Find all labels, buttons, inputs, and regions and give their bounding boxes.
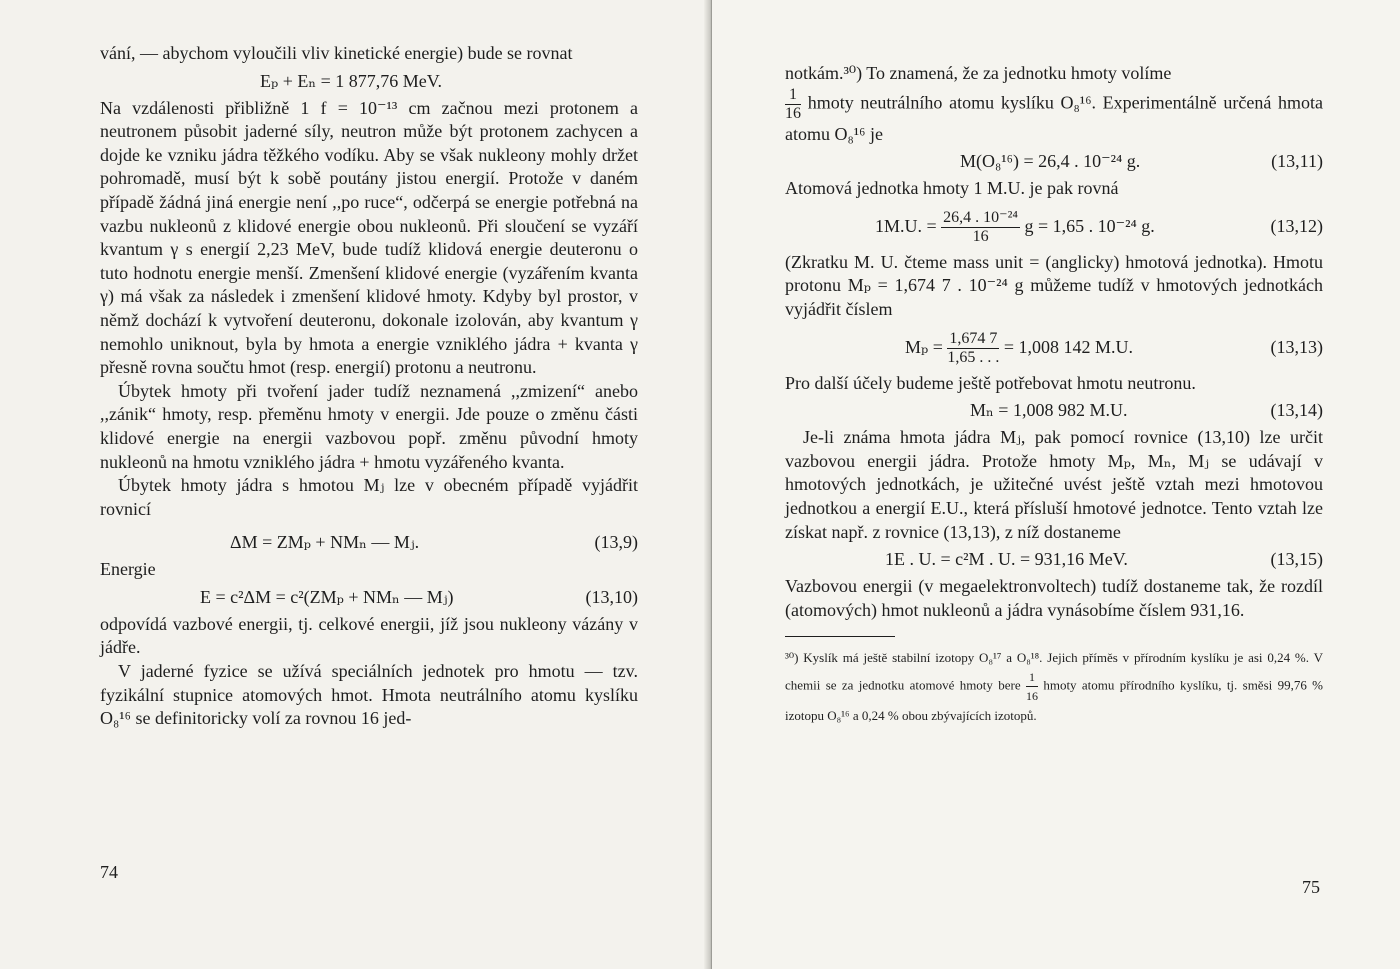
page-number-right: 75 [1302, 877, 1320, 897]
fraction [941, 209, 1020, 246]
left-page-text [100, 42, 638, 731]
fraction-1-16 [785, 86, 801, 123]
page-number-left: 74 [100, 862, 118, 882]
fraction-numerator: 1,674 7 [949, 329, 998, 347]
right-para-5: Je-li známa hmota jádra Mⱼ, pak pomocí rovnice (13,10) lze určit vazbovou energii jádra. Protože hmoty Mₚ, Mₙ, Mⱼ se udávají v hmotových jednotkách, je užitečné uvést ještě vztah mezi hmotovou jednotkou a energií E.U., která přísluší hmotové jednotce. Tento vztah lze získat např. z rovnice (13,13), z níž dostaneme [785, 427, 1323, 542]
equation-number: (13,15) [1270, 549, 1323, 570]
equation-text: Mₙ = 1,008 982 M.U. [970, 400, 1128, 421]
left-para-5: odpovídá vazbové energii, tj. celkové energii, jíž jsou nukleony vázány v jádře. [100, 613, 638, 658]
equation-number: (13,10) [585, 586, 638, 607]
equation-text [875, 203, 1155, 249]
equation-number: (13,9) [594, 532, 638, 553]
equation-13-11 [785, 148, 1323, 175]
footnote-fraction [1026, 668, 1038, 705]
fraction [947, 330, 999, 367]
fraction-numerator: 1 [785, 86, 801, 105]
fraction-denominator: 1,65 . . . [947, 348, 1000, 366]
right-para-2: Atomová jednotka hmoty 1 M.U. je pak rovná [785, 178, 1119, 199]
right-para-3: (Zkratku M. U. čteme mass unit = (anglicky) hmotová jednotka). Hmotu protonu Mₚ = 1,674 7 . 10⁻²⁴ g můžeme tudíž v hmotových jednotkách vyjádřit číslem [785, 251, 1323, 319]
equation-number: (13,14) [1270, 400, 1323, 421]
left-para-2: Na vzdálenosti přibližně 1 f = 10⁻¹³ cm začnou mezi protonem a neutronem působit jaderné síly, neutron může být protonem zachycen a dojde ke vzniku jádra těžkého vodíku. Aby se však nukleony mohly držet pohromadě, musí být k sobě poutány jistou energií. Protože v daném případě žádná jiná energie není ,,po ruce“, odčerpá se energie potřebná na vazbu nukleonů z klidové energie obou nukleonů. Při sloučení se vyzáří kvantum γ s energií 2,23 MeV, bude tudíž klidová energie deuteronu o tuto hodnotu energie menší. Zmenšení klidové energie (vyzářením kvanta γ) má však za následek i zmenšení klidové hmoty. Kdyby byl prostor, v němž dochází k vytvoření deuteronu, dokonale izolován, aby kvantum γ nemohlo uniknout, byla by hmota a energie vzniklého jádra + kvanta γ přesně rovna součtu hmot (resp. energií) protonu a neutronu. [100, 97, 638, 378]
equation-rhs: = 1,008 142 M.U. [1003, 336, 1134, 357]
equation-number: (13,13) [1270, 336, 1323, 357]
right-para-6: Vazbovou energii (v megaelektronvoltech) tudíž dostaneme tak, že rozdíl (atomových) hmot nukleonů a jádra vynásobíme číslem 931,16. [785, 576, 1323, 620]
equation-13-13 [785, 324, 1323, 370]
right-page [712, 0, 1400, 969]
equation-13-15 [785, 546, 1323, 573]
left-para-4: Úbytek hmoty jádra s hmotou Mⱼ lze v obecném případě vyjádřit rovnicí [100, 475, 638, 519]
fraction-denominator: 16 [785, 104, 801, 122]
right-page-text [785, 62, 1323, 726]
left-para-3: Úbytek hmoty při tvoření jader tudíž neznamená ,,zmizení“ anebo ,,zánik“ hmoty, resp. přeměnu hmoty v energii. Jde pouze o změnu části klidové energie na energii vazbovou popř. změnu původní hmoty nukleonů na hmotu vzniklého jádra + hmotu vyzářeného kvanta. [100, 380, 638, 472]
footnote-30 [785, 647, 1323, 726]
footnote-text-a: ³⁰) Kyslík má ještě stabilní izotopy O₈¹⁷ a O₈¹⁸. Jejich příměs v přírodním kyslíku je asi 0,24 %. V chemii se za jednotku atomové hmoty bere [785, 650, 1323, 693]
equation-number: (13,11) [1271, 151, 1323, 172]
equation-text: M(O₈¹⁶) = 26,4 . 10⁻²⁴ g. [960, 151, 1141, 172]
equation-text: 1E . U. = c²M . U. = 931,16 MeV. [885, 549, 1128, 570]
fraction-denominator: 16 [1025, 689, 1038, 704]
equation-text: E = c²ΔM = c²(ZMₚ + NMₙ — Mⱼ) [200, 586, 454, 607]
equation-text: ΔM = ZMₚ + NMₙ — Mⱼ. [230, 532, 420, 553]
left-para-1: vání, — abychom vyloučili vliv kinetické energie) bude se rovnat [100, 43, 573, 63]
equation-13-9 [100, 529, 638, 556]
equation-number: (13,12) [1270, 215, 1323, 236]
equation-text [905, 324, 1133, 370]
equation-rhs: g = 1,65 . 10⁻²⁴ g. [1024, 215, 1155, 236]
right-para-4: Pro další účely budeme ještě potřebovat hmotu neutronu. [785, 372, 1196, 393]
label-energie: Energie [100, 559, 156, 580]
fraction-numerator: 1 [1026, 668, 1038, 687]
left-para-6: V jaderné fyzice se užívá speciálních jednotek pro hmotu — tzv. fyzikální stupnice atomových hmot. Hmota neutrálního atomu kyslíku O₈¹⁶ se definitoricky volí za rovnou 16 jed- [100, 661, 638, 729]
fraction-numerator: 26,4 . 10⁻²⁴ [943, 209, 1018, 227]
fraction-denominator: 16 [972, 228, 989, 246]
equation-lhs: Mₚ = [905, 336, 943, 357]
footnote-text-b: hmoty atomu přírodního kyslíku, tj. směsi 99,76 % izotopu O₈¹⁶ a 0,24 % obou zbývajících izotopů. [785, 677, 1324, 724]
equation-13-10 [100, 584, 638, 611]
equation-lhs: 1M.U. = [875, 215, 937, 236]
equation-13-14 [785, 397, 1323, 424]
footnote-rule [785, 636, 895, 637]
right-para-1a: notkám.³⁰) To znamená, že za jednotku hmoty volíme [785, 63, 1172, 83]
equation-text: Eₚ + Eₙ = 1 877,76 MeV. [260, 70, 442, 91]
equation-ep-en [100, 68, 638, 95]
right-para-1b [785, 86, 1323, 147]
equation-13-12 [785, 203, 1323, 249]
right-para-1b-text: hmoty neutrálního atomu kyslíku O₈¹⁶. Experimentálně určená hmota atomu O₈¹⁶ je [785, 92, 1324, 144]
